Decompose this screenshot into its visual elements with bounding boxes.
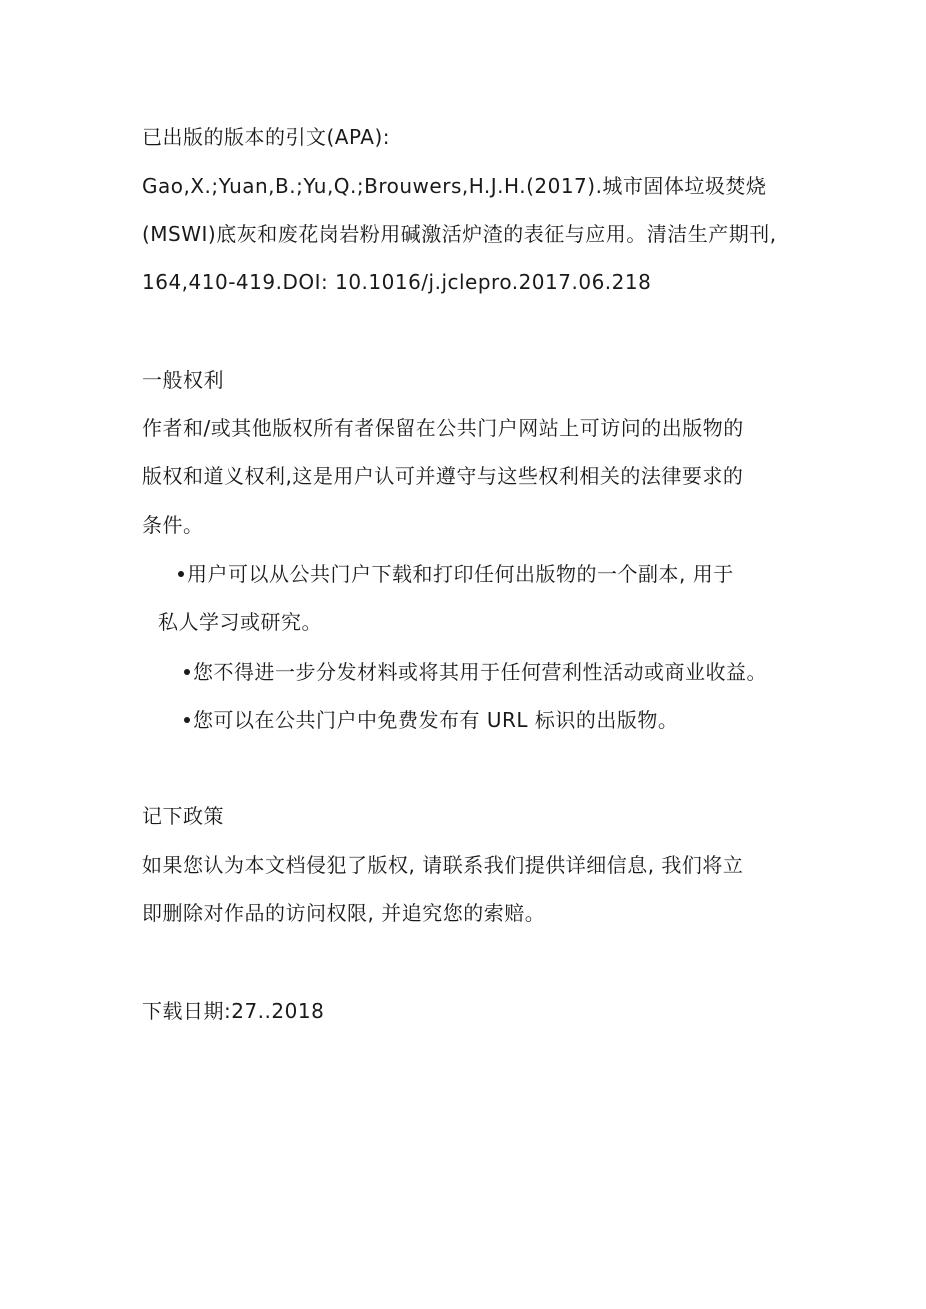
general-rights-para-line-2: 版权和道义权利,这是用户认可并遵守与这些权利相关的法律要求的 (142, 464, 744, 488)
general-rights-para-line-1: 作者和/或其他版权所有者保留在公共门户网站上可访问的出版物的 (142, 416, 744, 440)
general-rights-para-line-3: 条件。 (142, 513, 204, 537)
bullet-item-1 (178, 560, 734, 588)
download-date: 下载日期:27..2018 (142, 999, 325, 1023)
takedown-heading: 记下政策 (142, 804, 224, 828)
citation-line-3: 164,410-419.DOI: 10.1016/j.jclepro.2017.06.218 (142, 270, 652, 294)
bullet-item-1-continuation: 私人学习或研究。 (158, 610, 322, 634)
citation-line-1: Gao,X.;Yuan,B.;Yu,Q.;Brouwers,H.J.H.(2017).城市固体垃圾焚烧 (142, 174, 767, 198)
citation-heading: 已出版的版本的引文(APA): (142, 125, 390, 149)
takedown-para-line-1: 如果您认为本文档侵犯了版权, 请联系我们提供详细信息, 我们将立 (142, 853, 744, 877)
bullet-item-2-text: 您不得进一步分发材料或将其用于任何营利性活动或商业收益。 (193, 660, 767, 684)
bullet-dot-icon (184, 717, 190, 723)
bullet-dot-icon (178, 571, 184, 577)
bullet-item-3 (184, 706, 678, 734)
general-rights-heading: 一般权利 (142, 368, 224, 392)
bullet-item-2 (184, 658, 767, 686)
takedown-para-line-2: 即删除对作品的访问权限, 并追究您的索赔。 (142, 901, 546, 925)
bullet-item-3-text: 您可以在公共门户中免费发布有 URL 标识的出版物。 (193, 708, 679, 732)
bullet-dot-icon (184, 669, 190, 675)
bullet-item-1-text: 用户可以从公共门户下载和打印任何出版物的一个副本, 用于 (187, 562, 734, 586)
citation-line-2: (MSWI)底灰和废花岗岩粉用碱激活炉渣的表征与应用。清洁生产期刊, (142, 222, 777, 246)
